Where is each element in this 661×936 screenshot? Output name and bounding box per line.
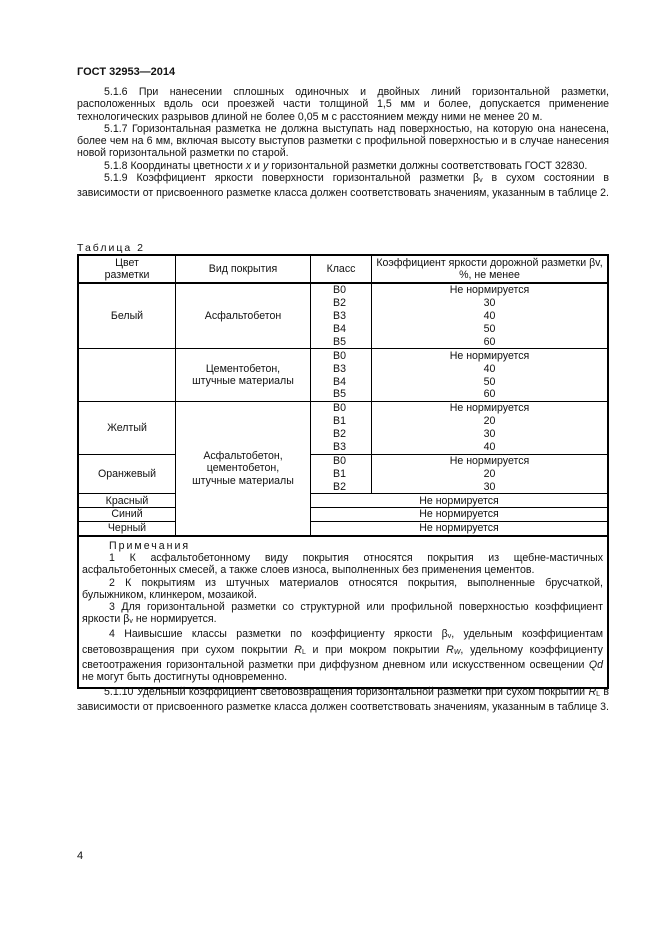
text-run: W: [453, 648, 461, 656]
cell-value: 50: [372, 375, 609, 388]
note: [82, 601, 603, 628]
cell-value: Не нормируется: [311, 522, 609, 536]
text-run: y: [262, 159, 269, 172]
cell-color: Белый: [78, 283, 176, 349]
notes-title: Примечания: [109, 539, 191, 552]
cell-surface: [176, 349, 311, 402]
cell-value: Не нормируется: [372, 349, 609, 362]
cell-class: В2: [311, 428, 372, 441]
cell-value: Не нормируется: [311, 508, 609, 522]
table-caption: Таблица 2: [77, 242, 145, 254]
cell-color: Черный: [78, 522, 176, 536]
text-run: L: [301, 648, 306, 656]
note: [82, 628, 603, 683]
text-run: v: [447, 633, 452, 641]
cell-value: 30: [372, 480, 609, 493]
cell-color: Оранжевый: [78, 454, 176, 494]
cell-color: Синий: [78, 508, 176, 522]
table-row: [78, 402, 608, 415]
text-run: 5.1.8 Координаты цветности: [104, 159, 246, 172]
table-row: [78, 283, 608, 297]
text-run: не нормируется.: [132, 613, 217, 626]
cell-value: Не нормируется: [311, 494, 609, 508]
paragraph: [77, 123, 609, 160]
paragraphs-bottom: [77, 686, 609, 714]
header-color: Цвет разметки: [78, 255, 176, 283]
text-run: , удельному коэффициенту светоотражения горизонтальной разметки при диффузном дневном или искусственном освещении: [82, 643, 603, 671]
text-run: 3 Для горизонтальной разметки со структурной или профильной поверхностью коэффициент яркости β: [82, 600, 603, 626]
cell-class: В3: [311, 362, 372, 375]
cell-class: В3: [311, 310, 372, 323]
note: [82, 552, 603, 576]
text-run: и при мокром покрытии: [305, 643, 447, 656]
text-run: v: [479, 177, 483, 185]
notes-row: [78, 536, 608, 688]
text-run: 2 К покрытиям из штучных материалов относятся покрытия, выполненные брусчаткой, булыжником, клинкером, мозаикой.: [82, 576, 603, 601]
cell-class: В2: [311, 297, 372, 310]
cell-value: 20: [372, 415, 609, 428]
cell-class: В3: [311, 441, 372, 454]
text-run: 4 Наивысшие классы разметки по коэффициенту яркости β: [109, 628, 448, 641]
header-class: Класс: [311, 255, 372, 283]
cell-value: 60: [372, 388, 609, 401]
cell-class: В0: [311, 454, 372, 467]
cell-class: В4: [311, 323, 372, 336]
cell-class: В5: [311, 336, 372, 349]
cell-color: [78, 349, 176, 402]
surface-text: Асфальтобетон: [204, 310, 282, 323]
text-run: L: [596, 691, 600, 698]
text-run: 5.1.10 Удельный коэффициент световозвращения горизонтальной разметки при сухом покрытии: [104, 686, 589, 698]
text-run: не могут быть достигнуты одновременно.: [82, 670, 288, 683]
cell-color: Желтый: [78, 402, 176, 455]
cell-value: Не нормируется: [372, 283, 609, 297]
cell-value: 60: [372, 336, 609, 349]
cell-value: 30: [372, 428, 609, 441]
table-row: [78, 494, 608, 508]
header-surface: Вид покрытия: [176, 255, 311, 283]
text-run: 5.1.6 При нанесении сплошных одиночных и двойных линий горизонтальной разметки, расположенных вдоль оси проезжей части толщиной 1,5 мм и более, допускается применение технологических разрывов длиной не более 0,05 м с расстоянием между ними не менее 20 м.: [77, 86, 609, 123]
header-coefficient: Коэффициент яркости дорожной разметки βv, %, не менее: [372, 255, 609, 283]
cell-value: Не нормируется: [372, 454, 609, 467]
paragraphs-top: [77, 86, 609, 200]
table-row: [78, 349, 608, 362]
text-run: R: [294, 643, 302, 656]
paragraph: [77, 160, 609, 172]
text-run: R: [588, 686, 597, 698]
note: [82, 577, 603, 601]
text-run: в сухом состоянии в зависимости от присвоенного разметке класса должен соответствовать значениям, указанным в таблице 2.: [77, 172, 609, 200]
surface-text: Цементобетон, штучные материалы: [192, 363, 294, 388]
cell-value: 50: [372, 323, 609, 336]
cell-value: 30: [372, 297, 609, 310]
text-run: v: [129, 618, 133, 626]
cell-value: 20: [372, 467, 609, 480]
text-run: горизонтальной разметки должны соответствовать ГОСТ 32830.: [268, 159, 588, 172]
cell-surface: [176, 283, 311, 349]
cell-value: 40: [372, 441, 609, 454]
table-notes: [78, 536, 608, 688]
paragraph: [77, 172, 609, 200]
text-run: 5.1.7 Горизонтальная разметка не должна выступать над поверхностью, на которую она нанесена, более чем на 6 мм, включая высоту выступов разметки с профильной поверхностью и в случае нанесения новой горизонтальной разметки по старой.: [77, 122, 609, 160]
cell-class: В1: [311, 467, 372, 480]
cell-color: Красный: [78, 494, 176, 508]
cell-class: В0: [311, 402, 372, 415]
table-row: [78, 508, 608, 522]
text-run: 1 К асфальтобетонному виду покрытия относятся покрытия из щебне-мастичных асфальтобетонных смесей, а также слоев износа, выполненных без применения цементов.: [82, 552, 603, 577]
cell-class: В4: [311, 375, 372, 388]
cell-class: В2: [311, 480, 372, 493]
cell-value: 40: [372, 362, 609, 375]
text-run: в зависимости от присвоенного разметке класса должен соответствовать значениям, указанным в таблице 3.: [77, 686, 609, 714]
cell-surface: [176, 402, 311, 536]
paragraph: [77, 686, 609, 714]
cell-class: В0: [311, 283, 372, 297]
cell-class: В5: [311, 388, 372, 401]
text-run: x: [245, 159, 252, 172]
document-header: ГОСТ 32953—2014: [77, 66, 176, 78]
cell-class: В1: [311, 415, 372, 428]
brightness-table: [77, 254, 609, 689]
table-row: [78, 522, 608, 536]
surface-text: Асфальтобетон, цементобетон, штучные материалы: [192, 450, 294, 487]
text-run: и: [251, 159, 263, 172]
text-run: Qd: [588, 658, 603, 671]
table-row: [78, 454, 608, 467]
page-number: 4: [77, 850, 84, 862]
cell-value: Не нормируется: [372, 402, 609, 415]
paragraph: [77, 86, 609, 123]
cell-class: В0: [311, 349, 372, 362]
text-run: 5.1.9 Коэффициент яркости поверхности горизонтальной разметки β: [104, 172, 480, 185]
text-run: R: [446, 643, 454, 656]
text-run: , удельным коэффициентам световозвращения при сухом покрытии: [82, 628, 604, 656]
cell-value: 40: [372, 310, 609, 323]
